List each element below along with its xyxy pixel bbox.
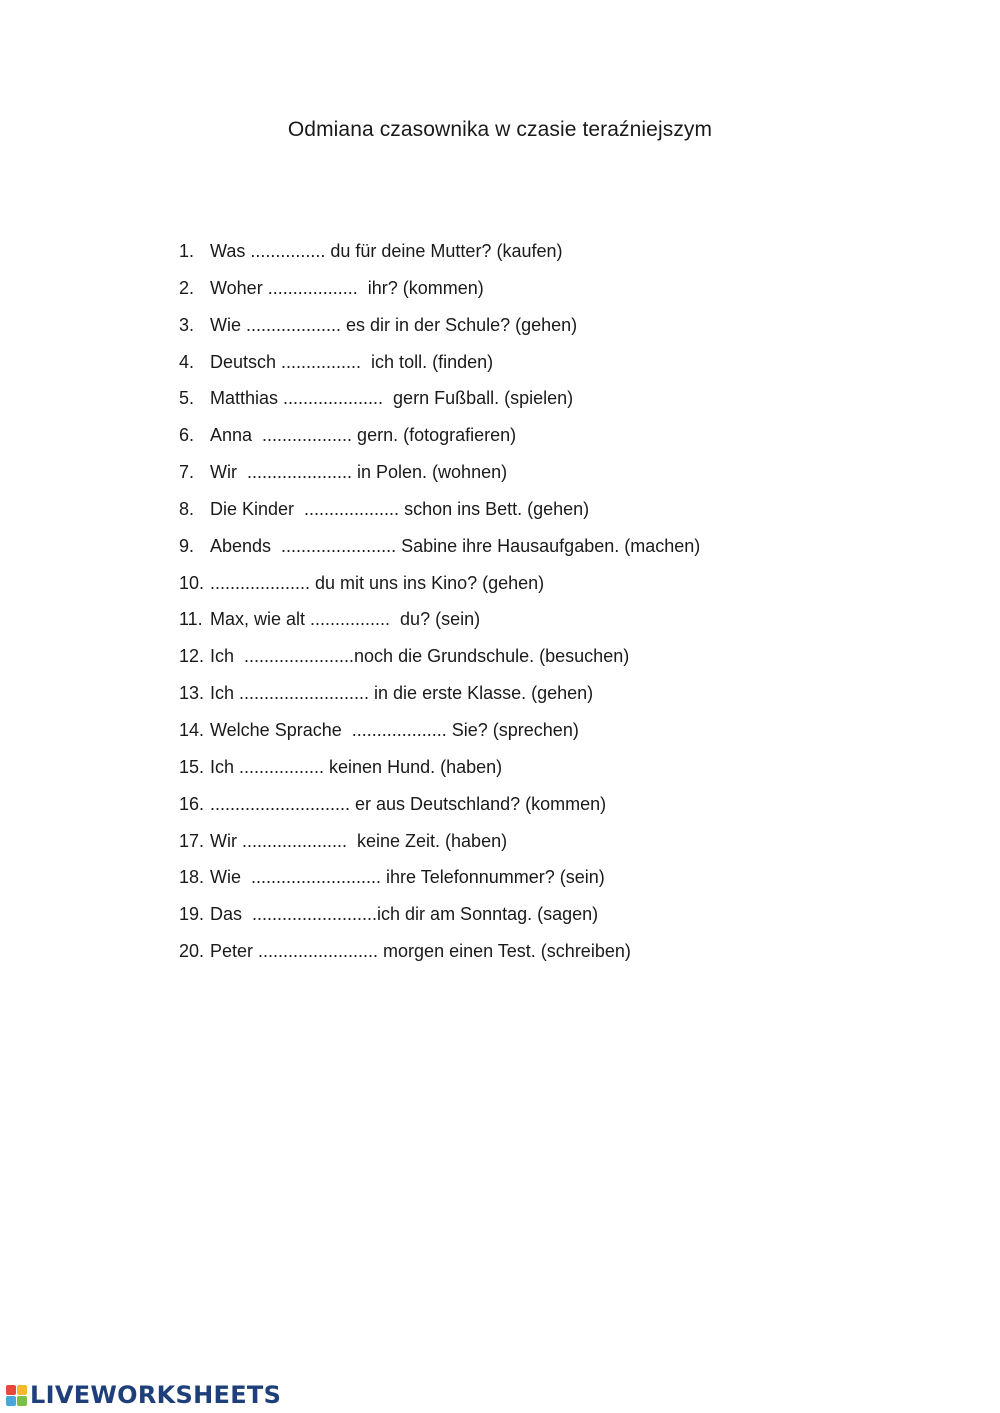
logo-block bbox=[17, 1385, 27, 1395]
item-text: Wir ..................... keine Zeit. (haben) bbox=[210, 830, 508, 851]
exercise-item bbox=[179, 273, 700, 310]
item-text: Anna .................. gern. (fotografieren) bbox=[210, 425, 517, 446]
item-number: 7. bbox=[179, 462, 195, 483]
exercise-item bbox=[179, 420, 700, 457]
item-text: Was ............... du für deine Mutter? (kaufen) bbox=[210, 241, 563, 261]
exercise-item bbox=[179, 826, 700, 863]
item-text: .................... du mit uns ins Kino? (gehen) bbox=[210, 572, 545, 593]
item-text: ............................ er aus Deutschland? (kommen) bbox=[210, 793, 607, 814]
item-number: 9. bbox=[179, 535, 195, 556]
item-number: 14. bbox=[179, 719, 205, 740]
item-number: 10. bbox=[179, 572, 205, 593]
exercise-item bbox=[179, 899, 700, 936]
exercise-item bbox=[179, 494, 700, 531]
exercise-item bbox=[179, 568, 700, 605]
item-number: 12. bbox=[179, 646, 205, 667]
exercise-item bbox=[179, 789, 700, 826]
exercise-item bbox=[179, 715, 700, 752]
item-text: Die Kinder ................... schon ins Bett. (gehen) bbox=[210, 498, 590, 519]
item-number: 4. bbox=[179, 351, 195, 372]
item-text: Wie .......................... ihre Telefonnummer? (sein) bbox=[210, 867, 605, 888]
item-text: Ich .......................... in die erste Klasse. (gehen) bbox=[210, 683, 594, 704]
item-text: Max, wie alt ................ du? (sein) bbox=[210, 609, 481, 630]
item-text: Das .........................ich dir am Sonntag. (sagen) bbox=[210, 904, 599, 925]
logo-text: LIVEWORKSHEETS bbox=[30, 1381, 282, 1409]
item-number: 1. bbox=[179, 241, 195, 261]
item-number: 18. bbox=[179, 867, 205, 888]
item-number: 2. bbox=[179, 277, 195, 298]
item-text: Welche Sprache ................... Sie? (sprechen) bbox=[210, 719, 579, 740]
exercise-item bbox=[179, 641, 700, 678]
item-number: 6. bbox=[179, 425, 195, 446]
logo-block bbox=[6, 1396, 16, 1406]
exercise-item bbox=[179, 347, 700, 384]
item-number: 20. bbox=[179, 941, 205, 962]
item-text: Peter ........................ morgen einen Test. (schreiben) bbox=[210, 941, 631, 962]
item-number: 3. bbox=[179, 314, 195, 335]
exercise-item bbox=[179, 383, 700, 420]
exercise-item bbox=[179, 936, 700, 973]
exercise-item bbox=[179, 457, 700, 494]
logo-block bbox=[6, 1385, 16, 1395]
exercise-item bbox=[179, 310, 700, 347]
exercise-item bbox=[179, 531, 700, 568]
item-text: Abends ....................... Sabine ihre Hausaufgaben. (machen) bbox=[210, 535, 701, 556]
item-number: 8. bbox=[179, 498, 195, 519]
item-number: 13. bbox=[179, 683, 205, 704]
item-text: Ich ................. keinen Hund. (haben) bbox=[210, 756, 503, 777]
item-number: 15. bbox=[179, 756, 205, 777]
exercise-item bbox=[179, 678, 700, 715]
item-text: Wie ................... es dir in der Schule? (gehen) bbox=[210, 314, 578, 335]
item-number: 16. bbox=[179, 793, 205, 814]
item-number: 17. bbox=[179, 830, 205, 851]
page-title: Odmiana czasownika w czasie teraźniejszym bbox=[287, 118, 713, 141]
liveworksheets-logo bbox=[6, 1380, 281, 1410]
item-number: 11. bbox=[179, 609, 203, 630]
item-number: 5. bbox=[179, 388, 195, 409]
exercise-list bbox=[179, 236, 700, 973]
item-text: Matthias .................... gern Fußball. (spielen) bbox=[210, 388, 574, 409]
logo-block bbox=[17, 1396, 27, 1406]
item-text: Deutsch ................ ich toll. (finden) bbox=[210, 351, 494, 372]
exercise-item bbox=[179, 752, 700, 789]
item-number: 19. bbox=[179, 904, 205, 925]
item-text: Ich ......................noch die Grundschule. (besuchen) bbox=[210, 646, 630, 667]
item-text: Woher .................. ihr? (kommen) bbox=[210, 277, 484, 298]
exercise-item bbox=[179, 236, 700, 273]
logo-blocks-icon bbox=[6, 1385, 27, 1406]
item-text: Wir ..................... in Polen. (wohnen) bbox=[210, 462, 508, 483]
exercise-item bbox=[179, 862, 700, 899]
exercise-item bbox=[179, 604, 700, 641]
